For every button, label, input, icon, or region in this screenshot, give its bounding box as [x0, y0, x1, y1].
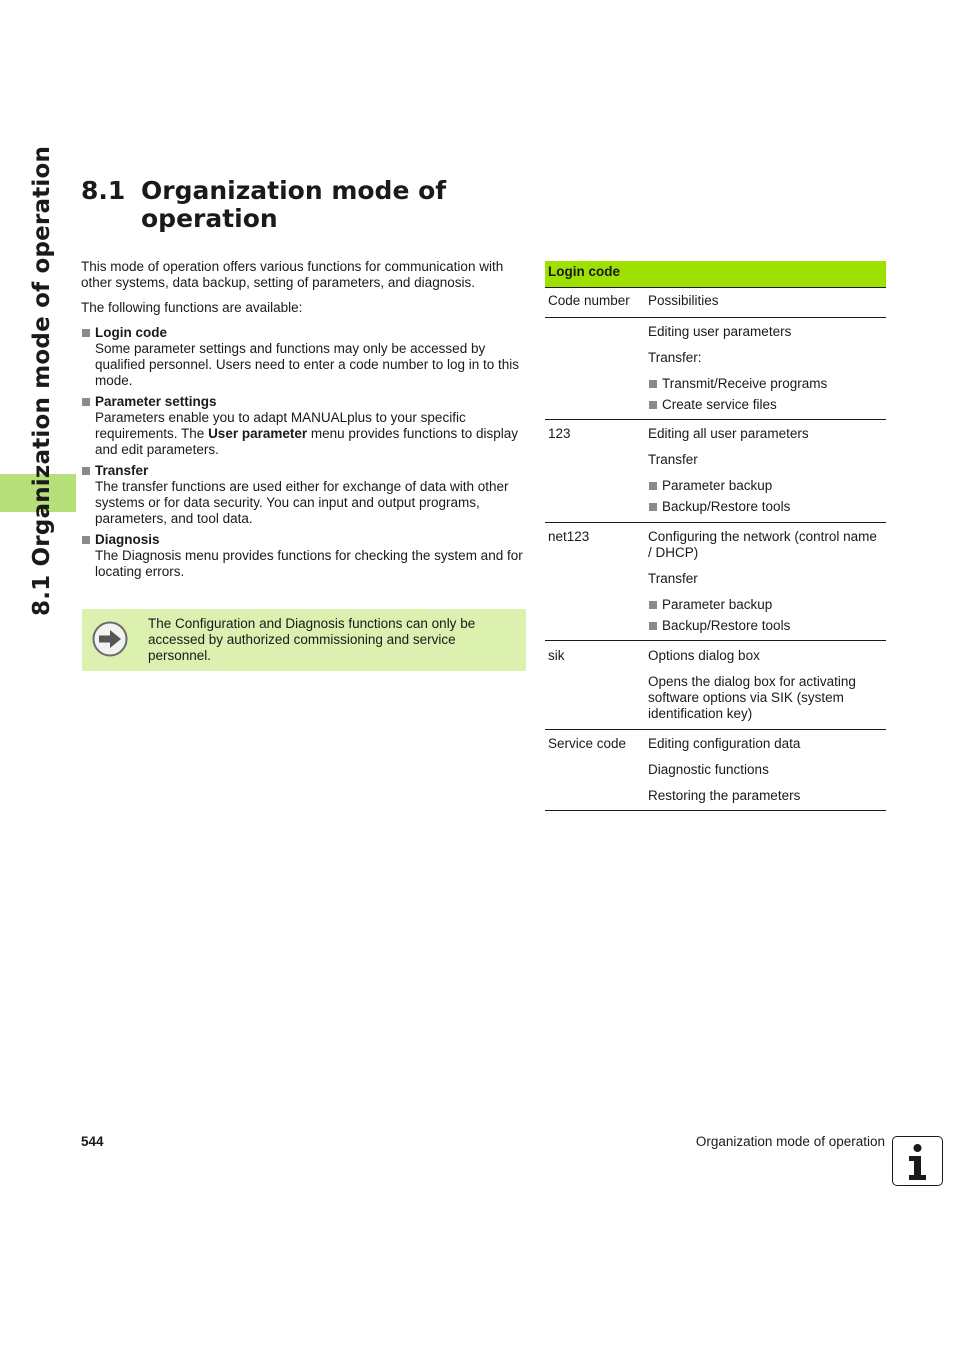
footer-title: Organization mode of operation — [695, 1134, 885, 1149]
login-code-table — [545, 261, 886, 811]
function-text: menu provides functions to display and edit parameters. — [95, 426, 518, 457]
bullet-text: Create service files — [662, 397, 777, 412]
possibility-line: Editing all user parameters — [648, 426, 809, 441]
bullet-text: Transmit/Receive programs — [662, 376, 828, 391]
note-text: The Configuration and Diagnosis functions can only be accessed by authorized commissioning and service personnel. — [148, 616, 476, 663]
info-icon — [892, 1136, 943, 1186]
function-item — [81, 463, 526, 527]
bullet-square-icon — [649, 622, 657, 630]
bullet-square-icon — [649, 401, 657, 409]
table-column-headers — [545, 288, 886, 318]
bullet-square-icon — [82, 398, 90, 406]
bullet-text: Backup/Restore tools — [662, 499, 791, 514]
possibility-bullet — [648, 618, 878, 634]
possibility-line: Options dialog box — [648, 648, 760, 663]
possibility-bullet — [648, 499, 886, 515]
table-row — [545, 641, 886, 730]
function-item — [81, 532, 526, 580]
function-item — [81, 325, 526, 389]
table-row — [545, 523, 886, 641]
column-header-possibilities: Possibilities — [648, 293, 719, 308]
possibility-bullet — [648, 478, 886, 494]
possibility-line: Diagnostic functions — [648, 762, 769, 777]
code-cell: sik — [548, 648, 565, 663]
function-title: Diagnosis — [95, 532, 160, 547]
section-number: 8.1 — [81, 176, 126, 205]
bullet-square-icon — [82, 329, 90, 337]
main-column — [81, 259, 526, 585]
function-text: The Diagnosis menu provides functions for checking the system and for locating errors. — [95, 548, 523, 579]
bullet-square-icon — [649, 503, 657, 511]
page-number: 544 — [81, 1134, 104, 1149]
section-title: Organization mode of operation — [141, 176, 447, 233]
possibility-line: Transfer: — [648, 350, 702, 365]
function-item — [81, 394, 526, 458]
intro-paragraph: This mode of operation offers various functions for communication with other systems, data backup, setting of parameters, and diagnosis. — [81, 259, 504, 290]
possibility-line: Transfer — [648, 571, 698, 586]
table-row — [545, 730, 886, 811]
function-title: Transfer — [95, 463, 149, 478]
possibility-line: Editing user parameters — [648, 324, 792, 339]
intro-paragraph: The following functions are available: — [81, 300, 303, 315]
possibility-line: Restoring the parameters — [648, 788, 801, 803]
bullet-text: Parameter backup — [662, 478, 773, 493]
bullet-square-icon — [649, 380, 657, 388]
column-header-code: Code number — [548, 293, 630, 308]
function-title: Parameter settings — [95, 394, 217, 409]
function-title: Login code — [95, 325, 167, 340]
table-row — [545, 420, 886, 523]
code-cell: 123 — [548, 426, 571, 441]
possibility-line: Editing configuration data — [648, 736, 801, 751]
function-text: The transfer functions are used either for exchange of data with other systems or for data security. You can input and output programs, parameters, and tool data. — [95, 479, 509, 526]
bullet-text: Backup/Restore tools — [662, 618, 791, 633]
bullet-text: Parameter backup — [662, 597, 773, 612]
possibility-bullet — [648, 376, 886, 392]
possibility-bullet — [648, 597, 878, 613]
bullet-square-icon — [82, 467, 90, 475]
possibility-line: Transfer — [648, 452, 698, 467]
code-cell: net123 — [548, 529, 590, 544]
possibility-bullet — [648, 397, 886, 413]
function-text: Some parameter settings and functions may only be accessed by qualified personnel. Users need to enter a code number to log in to this mode. — [95, 341, 520, 388]
code-cell: Service code — [548, 736, 627, 751]
function-text: Parameters enable you to adapt MANUALplus to your specific requirements. The — [95, 410, 466, 441]
bullet-square-icon — [649, 482, 657, 490]
possibility-line: Opens the dialog box for activating software options via SIK (system identification key) — [648, 674, 856, 721]
arrow-right-icon — [92, 621, 128, 657]
bullet-square-icon — [649, 601, 657, 609]
table-header: Login code — [545, 261, 886, 288]
table-row — [545, 318, 886, 420]
bullet-square-icon — [82, 536, 90, 544]
note-box — [82, 609, 526, 671]
function-text-bold: User parameter — [208, 426, 308, 441]
possibility-line: Configuring the network (control name / DHCP) — [648, 529, 877, 560]
side-chapter-title: 8.1 Organization mode of operation — [29, 145, 55, 616]
